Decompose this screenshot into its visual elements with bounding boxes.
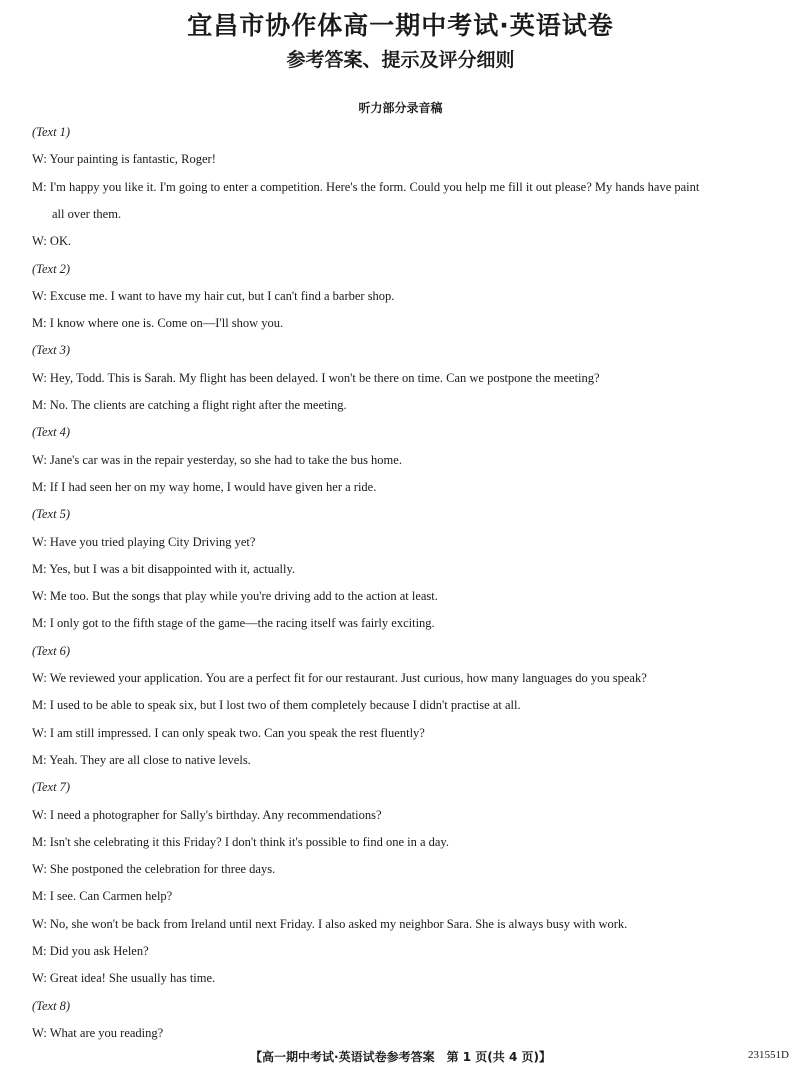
section-heading: 听力部分录音稿: [358, 101, 443, 115]
text-marker: (Text 7): [32, 780, 71, 795]
transcript-line: M: Isn't she celebrating it this Friday? I don't think it's possible to find one in a day.: [32, 834, 449, 849]
transcript-line: M: I know where one is. Come on—I'll show you.: [32, 316, 284, 331]
transcript-line: W: Your painting is fantastic, Roger!: [32, 152, 216, 167]
document-title: 宜昌市协作体高一期中考试·英语试卷: [187, 11, 614, 40]
text-marker: (Text 3): [32, 343, 71, 358]
transcript-line: W: OK.: [32, 234, 72, 249]
text-marker: (Text 6): [32, 643, 71, 658]
text-marker: (Text 1): [32, 125, 71, 139]
document-subtitle: 参考答案、提示及评分细则: [286, 49, 515, 71]
transcript-line: all over them.: [52, 206, 122, 221]
transcript-line: M: I see. Can Carmen help?: [32, 889, 173, 904]
transcript-line: M: I'm happy you like it. I'm going to enter a competition. Here's the form. Could you help me fill it out please? My hands have paint: [32, 179, 700, 194]
transcript-line: W: Excuse me. I want to have my hair cut, but I can't find a barber shop.: [32, 288, 395, 303]
transcript-line: M: Did you ask Helen?: [32, 944, 149, 958]
page-footer: 【高一期中考试·英语试卷参考答案 第 1 页(共 4 页)】: [250, 1050, 551, 1064]
transcript-line: M: I only got to the fifth stage of the game—the racing itself was fairly exciting.: [32, 616, 435, 631]
transcript-line: W: I am still impressed. I can only speak two. Can you speak the rest fluently?: [32, 725, 425, 740]
text-marker: (Text 4): [32, 425, 71, 440]
transcript-line: W: We reviewed your application. You are a perfect fit for our restaurant. Just curious, how many languages do you speak?: [32, 671, 647, 685]
transcript-line: M: Yeah. They are all close to native levels.: [32, 752, 251, 767]
transcript-line: M: I used to be able to speak six, but I lost two of them completely because I didn't practise at all.: [32, 698, 521, 713]
transcript-line: M: No. The clients are catching a flight right after the meeting.: [32, 398, 347, 412]
transcript-line: W: Jane's car was in the repair yesterday, so she had to take the bus home.: [32, 452, 402, 467]
transcript-line: W: She postponed the celebration for three days.: [32, 862, 276, 877]
text-marker: (Text 2): [32, 261, 71, 276]
transcript-line: W: Me too. But the songs that play while you're driving add to the action at least.: [32, 589, 438, 604]
transcript-line: W: What are you reading?: [32, 1025, 164, 1040]
transcript-line: M: Yes, but I was a bit disappointed with it, actually.: [32, 561, 296, 576]
text-marker: (Text 5): [32, 507, 71, 522]
transcript-line: M: If I had seen her on my way home, I would have given her a ride.: [32, 479, 377, 494]
transcript-line: W: Hey, Todd. This is Sarah. My flight has been delayed. I won't be there on time. Can we postpone the meeting?: [32, 370, 600, 385]
transcript-line: W: No, she won't be back from Ireland until next Friday. I also asked my neighbor Sara. She is always busy with work.: [32, 916, 628, 931]
transcript-line: W: Great idea! She usually has time.: [32, 971, 216, 986]
document-code: 231551D: [748, 1049, 789, 1061]
transcript-line: W: I need a photographer for Sally's birthday. Any recommendations?: [32, 807, 382, 822]
text-marker: (Text 8): [32, 998, 71, 1013]
transcript-line: W: Have you tried playing City Driving yet?: [32, 534, 256, 549]
